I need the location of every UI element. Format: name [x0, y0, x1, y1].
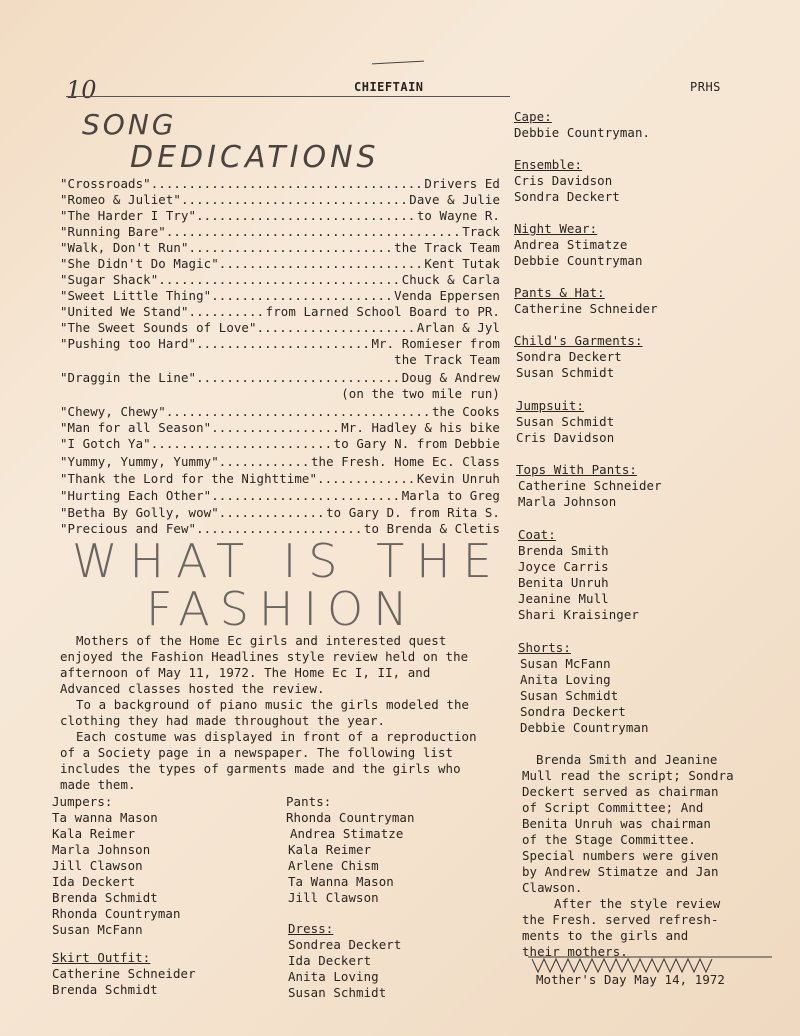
model-name: Debbie Countryman. — [514, 125, 651, 140]
dedication-row: "Precious and Few" ..... to Brenda & Cletis — [60, 521, 500, 537]
model-name: Andrea Stimatze — [514, 237, 628, 252]
dedication-row: "Man for all Season" ..... Mr. Hadley & his bike — [60, 420, 500, 436]
dedication-row: "Yummy, Yummy, Yummy" ..... the Fresh. Home Ec. Class — [60, 454, 500, 470]
dedication-row: "Hurting Each Other" ..... Marla to Greg — [60, 488, 500, 504]
page-number: 10 — [66, 76, 97, 104]
fashion-heading-line1: WHAT IS THE — [72, 534, 504, 588]
closing-line: by Andrew Stimatze and Jan — [522, 864, 719, 879]
garment-title: Jumpsuit: — [516, 398, 585, 413]
closing-line: Benita Unruh was chairman — [522, 816, 711, 831]
closing-line: the Fresh. served refresh- — [522, 912, 719, 927]
model-name: Brenda Schmidt — [52, 982, 158, 997]
dedications-heading: DEDICATIONS — [130, 140, 380, 175]
dedication-row: "Sweet Little Thing" ..... Venda Eppersen — [60, 288, 500, 304]
garment-title: Dress: — [288, 921, 334, 936]
model-name: Sondra Deckert — [514, 189, 620, 204]
header-rule — [66, 96, 510, 97]
song-heading: SONG — [82, 108, 177, 141]
garment-title: Ensemble: — [514, 157, 583, 172]
dedication-row: "The Harder I Try" ..... to Wayne R. — [60, 208, 500, 224]
model-name: Andrea Stimatze — [290, 826, 404, 841]
model-name: Joyce Carris — [518, 559, 609, 574]
model-name: Susan Schmidt — [520, 688, 619, 703]
closing-line: ments to the girls and — [522, 928, 689, 943]
closing-line: of Script Committee; And — [522, 800, 704, 815]
dedication-row: "Crossroads" ..... Drivers Ed — [60, 176, 500, 192]
model-name: Marla Johnson — [518, 494, 617, 509]
model-name: Ta wanna Mason — [52, 810, 158, 825]
model-name: Sondrea Deckert — [288, 937, 402, 952]
model-name: Kala Reimer — [288, 842, 372, 857]
closing-line: Brenda Smith and Jeanine — [536, 752, 718, 767]
garment-title: Pants: — [286, 794, 332, 809]
model-name: Shari Kraisinger — [518, 607, 639, 622]
model-name: Debbie Countryman — [520, 720, 649, 735]
model-name: Cris Davidson — [516, 430, 615, 445]
model-name: Debbie Countryman — [514, 253, 643, 268]
garment-title: Skirt Outfit: — [52, 950, 151, 965]
model-name: Anita Loving — [288, 969, 379, 984]
dedication-continuation: (on the two mile run) — [341, 386, 500, 401]
model-name: Catherine Schneider — [518, 478, 662, 493]
model-name: Sondra Deckert — [520, 704, 626, 719]
model-name: Catherine Schneider — [514, 301, 658, 316]
dedication-row: "She Didn't Do Magic" ..... Kent Tutak — [60, 256, 500, 272]
dedication-row: "The Sweet Sounds of Love" ..... Arlan & Jyl — [60, 320, 500, 336]
garment-title: Jumpers: — [52, 794, 113, 809]
garment-title: Shorts: — [518, 640, 571, 655]
model-name: Susan Schmidt — [288, 985, 387, 1000]
fashion-heading-line2: FASHION — [146, 582, 418, 636]
dedication-row: "United We Stand" ..... from Larned School Board to PR. — [60, 304, 500, 320]
model-name: Ida Deckert — [52, 874, 136, 889]
dedication-row: "Chewy, Chewy" ..... the Cooks — [60, 404, 500, 420]
dedication-row: "Draggin the Line" ..... Doug & Andrew — [60, 370, 500, 386]
closing-date-footer: Mother's Day May 14, 1972 — [536, 972, 725, 987]
garment-title: Cape: — [514, 109, 552, 124]
dedication-continuation: the Track Team — [394, 352, 500, 367]
model-name: Marla Johnson — [52, 842, 151, 857]
article-paragraph: Mothers of the Home Ec girls and interested quest enjoyed the Fashion Headlines style review held on the afternoon of May 11, 1972. The Home Ec I, II, and Advanced classes hosted the review. — [60, 633, 469, 696]
dedication-row: "I Gotch Ya" ..... to Gary N. from Debbie — [60, 436, 500, 452]
model-name: Anita Loving — [520, 672, 611, 687]
article-paragraph: Each costume was displayed in front of a reproduction of a Society page in a newspaper. The following list includes the types of garments made and the girls who made them. — [60, 729, 477, 792]
article-paragraph: To a background of piano music the girls modeled the clothing they had made throughout the year. — [60, 697, 470, 728]
closing-line: Mull read the script; Sondra — [522, 768, 734, 783]
closing-line: Deckert served as chairman — [522, 784, 719, 799]
model-name: Kala Reimer — [52, 826, 136, 841]
dedication-row: "Pushing too Hard" ..... Mr. Romieser from — [60, 336, 500, 352]
closing-line: of the Stage Committee. — [522, 832, 696, 847]
model-name: Cris Davidson — [514, 173, 613, 188]
dedication-row: "Romeo & Juliet" ..... Dave & Julie — [60, 192, 500, 208]
model-name: Brenda Schmidt — [52, 890, 158, 905]
garment-title: Night Wear: — [514, 221, 598, 236]
model-name: Rhonda Countryman — [52, 906, 181, 921]
model-name: Jill Clawson — [288, 890, 379, 905]
model-name: Jill Clawson — [52, 858, 143, 873]
closing-line: After the style review — [554, 896, 721, 911]
dedication-row: "Thank the Lord for the Nighttime" ..... Kevin Unruh — [60, 471, 500, 487]
model-name: Susan McFann — [52, 922, 143, 937]
closing-line: their mothers. — [522, 944, 628, 959]
model-name: Susan Schmidt — [516, 365, 615, 380]
dedication-row: "Walk, Don't Run" ..... the Track Team — [60, 240, 500, 256]
model-name: Brenda Smith — [518, 543, 609, 558]
garment-title: Tops With Pants: — [516, 462, 637, 477]
garment-title: Coat: — [518, 527, 556, 542]
model-name: Susan Schmidt — [516, 414, 615, 429]
model-name: Jeanine Mull — [518, 591, 609, 606]
newspaper-name: CHIEFTAIN — [354, 80, 424, 94]
model-name: Benita Unruh — [518, 575, 609, 590]
closing-line: Special numbers were given — [522, 848, 719, 863]
model-name: Rhonda Countryman — [286, 810, 415, 825]
model-name: Catherine Schneider — [52, 966, 196, 981]
garment-title: Child's Garments: — [514, 333, 643, 348]
school-name: PRHS — [690, 80, 721, 94]
model-name: Sondra Deckert — [516, 349, 622, 364]
model-name: Susan McFann — [520, 656, 611, 671]
closing-line: Clawson. — [522, 880, 583, 895]
model-name: Arlene Chism — [288, 858, 379, 873]
zigzag-divider — [524, 954, 776, 974]
dedication-row: "Running Bare" ..... Track — [60, 224, 500, 240]
model-name: Ta Wanna Mason — [288, 874, 394, 889]
dedication-row: "Betha By Golly, wow" ..... to Gary D. from Rita S. — [60, 505, 500, 521]
model-name: Ida Deckert — [288, 953, 372, 968]
garment-title: Pants & Hat: — [514, 285, 605, 300]
dedication-row: "Sugar Shack" ..... Chuck & Carla — [60, 272, 500, 288]
